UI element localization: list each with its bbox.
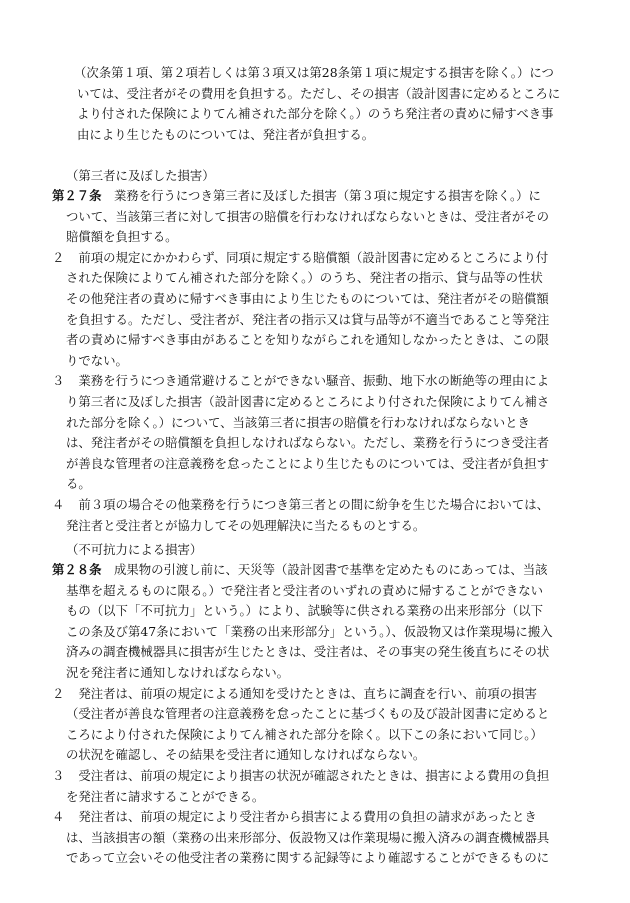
text-line: 済みの調査機械器具に損害が生じたときは、受注者は、その事実の発生後直ちにその状 (66, 644, 550, 660)
article-28-first-line (0, 560, 630, 581)
paragraph-first-line (0, 495, 630, 516)
intro-paragraph (0, 63, 630, 145)
paragraph-number: ３ (52, 373, 65, 389)
text-line: 発注者は、前項の規定により受注者から損害による費用の負担の請求があったとき (78, 809, 537, 825)
text-line: この条及び第47条において「業務の出来形部分」という。）、仮設物又は作業現場に搬入 (66, 623, 553, 639)
article-28 (0, 560, 630, 869)
text-line: もの（以下「不可抗力」という。）により、試験等に供される業務の出来形部分（以下 (66, 603, 544, 619)
article-27-heading: （第三者に及ぼした損害） (66, 168, 215, 183)
text-line: ついて、当該第三者に対して損害の賠償を行わなければならないときは、受注者がその (66, 208, 549, 224)
article-28-label: 第２８条 (52, 562, 102, 577)
text-line: 前項の規定にかかわらず、同項に規定する賠償額（設計図書に定めるところにより付 (78, 249, 549, 265)
text-line: された保険によりてん補された部分を除く。）のうち、発注者の指示、貸与品等の性状 (66, 270, 543, 286)
text-line: であって立会いその他受注者の業務に関する記録等により確認することができるものに (66, 850, 550, 866)
text-line: 業務を行うにつき第三者に及ぼした損害（第３項に規定する損害を除く。）に (113, 188, 541, 203)
text-line: 受注者は、前項の規定により損害の状況が確認されたときは、損害による費用の負担 (78, 767, 550, 783)
text-line: る。 (66, 476, 91, 492)
text-line: （次条第１項、第２項若しくは第３項又は第28条第１項に規定する損害を除く。）につ (74, 65, 554, 80)
text-line: を負担する。ただし、受注者が、発注者の指示又は貸与品等が不適当であること等発注 (66, 311, 550, 327)
paragraph-number: ４ (52, 496, 65, 512)
text-line: 基準を超えるものに限る。）で発注者と受注者のいずれの責めに帰することができない (66, 582, 544, 598)
article-27-label: 第２７条 (52, 188, 102, 203)
paragraph-first-line (0, 766, 630, 787)
text-line: ころにより付された保険によりてん補された部分を除く。以下この条において同じ。） (66, 726, 543, 742)
text-line: その他発注者の責めに帰すべき事由により生じたものについては、発注者がその賠償額 (66, 290, 549, 306)
text-line: 由により生じたものについては、発注者が負担する。 (77, 126, 375, 142)
text-line: の状況を確認し、その結果を受注者に通知しなければならない。 (66, 747, 426, 763)
text-line: 者の責めに帰すべき事由があることを知りながらこれを通知しなかったときは、この限 (66, 332, 549, 348)
text-line: （受注者が善良な管理者の注意義務を怠ったことに基づくもの及び設計図書に定めると (66, 706, 550, 722)
article-27 (0, 186, 630, 536)
paragraph-first-line (0, 371, 630, 392)
text-line: 賠償額を負担する。 (66, 229, 178, 245)
text-line: りでない。 (66, 352, 128, 368)
text-line: は、当該損害の額（業務の出来形部分、仮設物又は作業現場に搬入済みの調査機械器具 (66, 829, 550, 845)
text-line: れた部分を除く。）について、当該第三者に損害の賠償を行わなければならないとき (66, 414, 530, 430)
paragraph-first-line (0, 248, 630, 269)
text-line: り第三者に及ぼした損害（設計図書に定めるところにより付された保険によりてん補さ (66, 393, 550, 409)
paragraph-first-line (0, 684, 630, 705)
article-28-heading: （不可抗力による損害） (66, 542, 203, 557)
text-line: 発注者と受注者とが協力してその処理解決に当たるものとする。 (66, 517, 426, 533)
text-line: 発注者は、前項の規定による通知を受けたときは、直ちに調査を行い、前項の損害 (78, 685, 537, 701)
paragraph-number: ４ (52, 809, 65, 825)
text-line: 業務を行うにつき通常避けることができない騒音、振動、地下水の断絶等の理由によ (78, 373, 549, 389)
text-line: は、発注者がその賠償額を負担しなければならない。ただし、業務を行うにつき受注者 (66, 435, 549, 451)
article-27-first-line (0, 186, 630, 207)
paragraph-number: ２ (52, 685, 65, 701)
text-line: を発注者に請求することができる。 (66, 788, 265, 804)
text-line: 況を発注者に通知しなければならない。 (66, 664, 290, 680)
text-line: いては、受注者がその費用を負担する。ただし、その損害（設計図書に定めるところに (77, 85, 561, 101)
paragraph-number: ３ (52, 767, 65, 783)
text-line: 前３項の場合その他業務を行うにつき第三者との間に紛争を生じた場合においては、 (78, 496, 549, 512)
paragraph-number: ２ (52, 249, 65, 265)
text-line: より付された保険によりてん補された部分を除く。）のうち発注者の責めに帰すべき事 (77, 106, 554, 122)
text-line: 成果物の引渡し前に、天災等（設計図書で基準を定めたものにあっては、当該 (113, 562, 548, 577)
paragraph-first-line (0, 807, 630, 828)
text-line: が善良な管理者の注意義務を怠ったことにより生じたものについては、受注者が負担す (66, 455, 549, 471)
